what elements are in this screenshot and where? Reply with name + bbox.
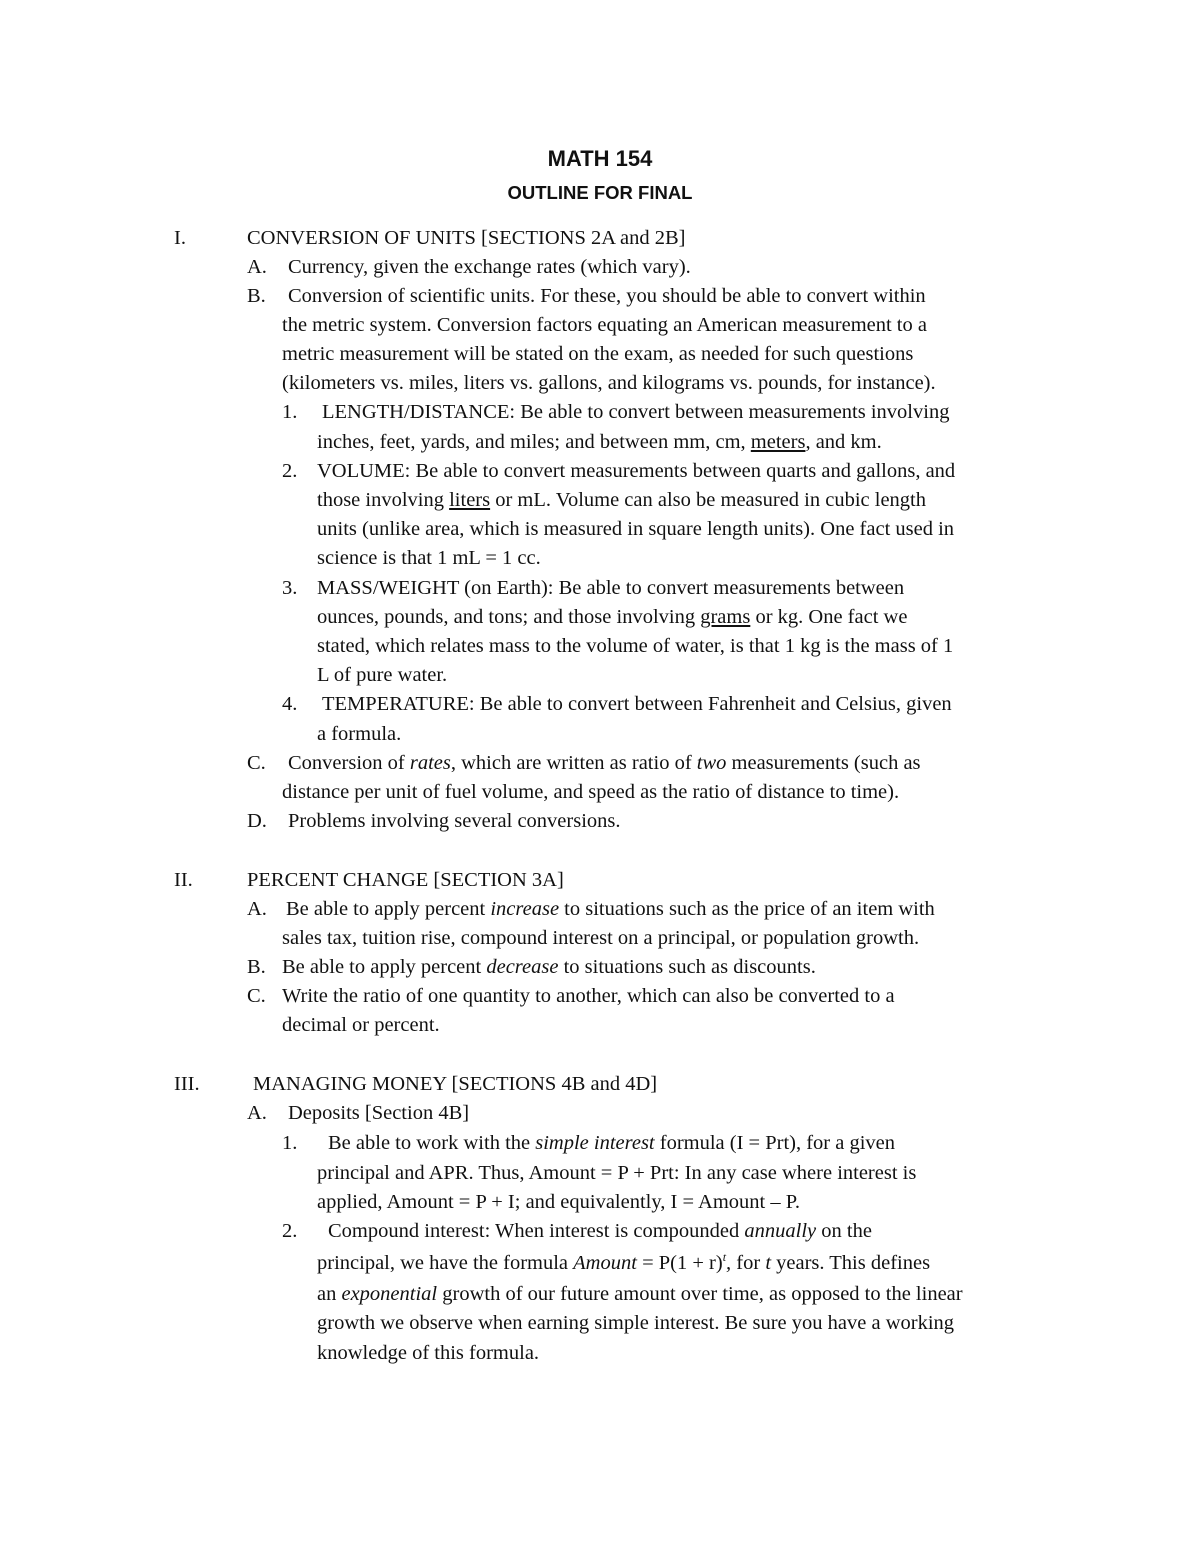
item-marker: A. (247, 256, 267, 278)
subitem-text: ounces, pounds, and tons; and those involving grams or kg. One fact we (317, 606, 908, 628)
item-text: (kilometers vs. miles, liters vs. gallons, and kilograms vs. pounds, for instance). (282, 372, 936, 394)
subitem-text: principal and APR. Thus, Amount = P + Prt: In any case where interest is (317, 1162, 917, 1184)
item-text: the metric system. Conversion factors equating an American measurement to a (282, 314, 927, 336)
item-text: sales tax, tuition rise, compound interest on a principal, or population growth. (282, 927, 920, 949)
document-subtitle: OUTLINE FOR FINAL (507, 182, 693, 203)
item-text: decimal or percent. (282, 1014, 440, 1036)
subitem-text: applied, Amount = P + I; and equivalently, I = Amount – P. (317, 1191, 800, 1213)
item-marker: B. (247, 285, 266, 307)
underlined-term: grams (700, 606, 751, 628)
subitem-text: inches, feet, yards, and miles; and between mm, cm, meters, and km. (317, 431, 882, 453)
item-text: Deposits [Section 4B] (288, 1102, 470, 1124)
subitem-text: knowledge of this formula. (317, 1342, 540, 1364)
item-text: distance per unit of fuel volume, and speed as the ratio of distance to time). (282, 781, 900, 803)
subitem-text: principal, we have the formula Amount = $P(1 + r)^t$, for t years. This defines (317, 1250, 931, 1274)
section-numeral: I. (174, 227, 186, 249)
item-text: Write the ratio of one quantity to another, which can also be converted to a (282, 985, 895, 1007)
item-marker: A. (247, 898, 267, 920)
section-numeral: II. (174, 869, 193, 891)
subitem-text: LENGTH/DISTANCE: Be able to convert between measurements involving (322, 401, 950, 423)
underlined-term: meters (750, 431, 806, 453)
subitem-text: units (unlike area, which is measured in square length units). One fact used in (317, 518, 955, 540)
item-text: metric measurement will be stated on the exam, as needed for such questions (282, 343, 914, 365)
item-text: Conversion of scientific units. For these, you should be able to convert within (288, 285, 926, 307)
subitem-text: stated, which relates mass to the volume of water, is that 1 kg is the mass of 1 (317, 635, 954, 657)
subitem-marker: 3. (282, 577, 298, 599)
subitem-marker: 1. (282, 401, 298, 423)
section-heading: CONVERSION OF UNITS [SECTIONS 2A and 2B] (247, 227, 686, 249)
document-title: MATH 154 (547, 146, 653, 171)
subitem-text: MASS/WEIGHT (on Earth): Be able to convert measurements between (317, 577, 905, 599)
subitem-text: Compound interest: When interest is compounded annually on the (328, 1220, 872, 1242)
item-marker: C. (247, 752, 266, 774)
subitem-text: L of pure water. (317, 664, 448, 686)
item-text: Be able to apply percent decrease to situations such as discounts. (282, 956, 816, 978)
item-text: Conversion of rates, which are written as ratio of two measurements (such as (288, 752, 921, 774)
underlined-term: liters (449, 489, 491, 511)
subitem-marker: 2. (282, 1220, 298, 1242)
subitem-text: TEMPERATURE: Be able to convert between Fahrenheit and Celsius, given (322, 693, 952, 715)
section-numeral: III. (174, 1073, 200, 1095)
subitem-text: a formula. (317, 723, 402, 745)
section-heading: PERCENT CHANGE [SECTION 3A] (247, 869, 564, 891)
subitem-text: an exponential growth of our future amount over time, as opposed to the linear (317, 1283, 963, 1305)
subitem-text: growth we observe when earning simple interest. Be sure you have a working (317, 1312, 955, 1334)
subitem-marker: 4. (282, 693, 298, 715)
item-marker: A. (247, 1102, 267, 1124)
subitem-marker: 1. (282, 1132, 298, 1154)
subitem-text: those involving liters or mL. Volume can also be measured in cubic length (317, 489, 927, 511)
item-text: Be able to apply percent increase to situations such as the price of an item with (286, 898, 935, 920)
item-marker: D. (247, 810, 267, 832)
subitem-text: science is that 1 mL = 1 cc. (317, 547, 541, 569)
item-text: Problems involving several conversions. (288, 810, 621, 832)
item-marker: C. (247, 985, 266, 1007)
section-heading: MANAGING MONEY [SECTIONS 4B and 4D] (253, 1073, 658, 1095)
subitem-marker: 2. (282, 460, 298, 482)
subitem-text: Be able to work with the simple interest formula (I = Prt), for a given (328, 1132, 896, 1154)
subitem-text: VOLUME: Be able to convert measurements between quarts and gallons, and (317, 460, 956, 482)
item-marker: B. (247, 956, 266, 978)
item-text: Currency, given the exchange rates (which vary). (288, 256, 691, 278)
